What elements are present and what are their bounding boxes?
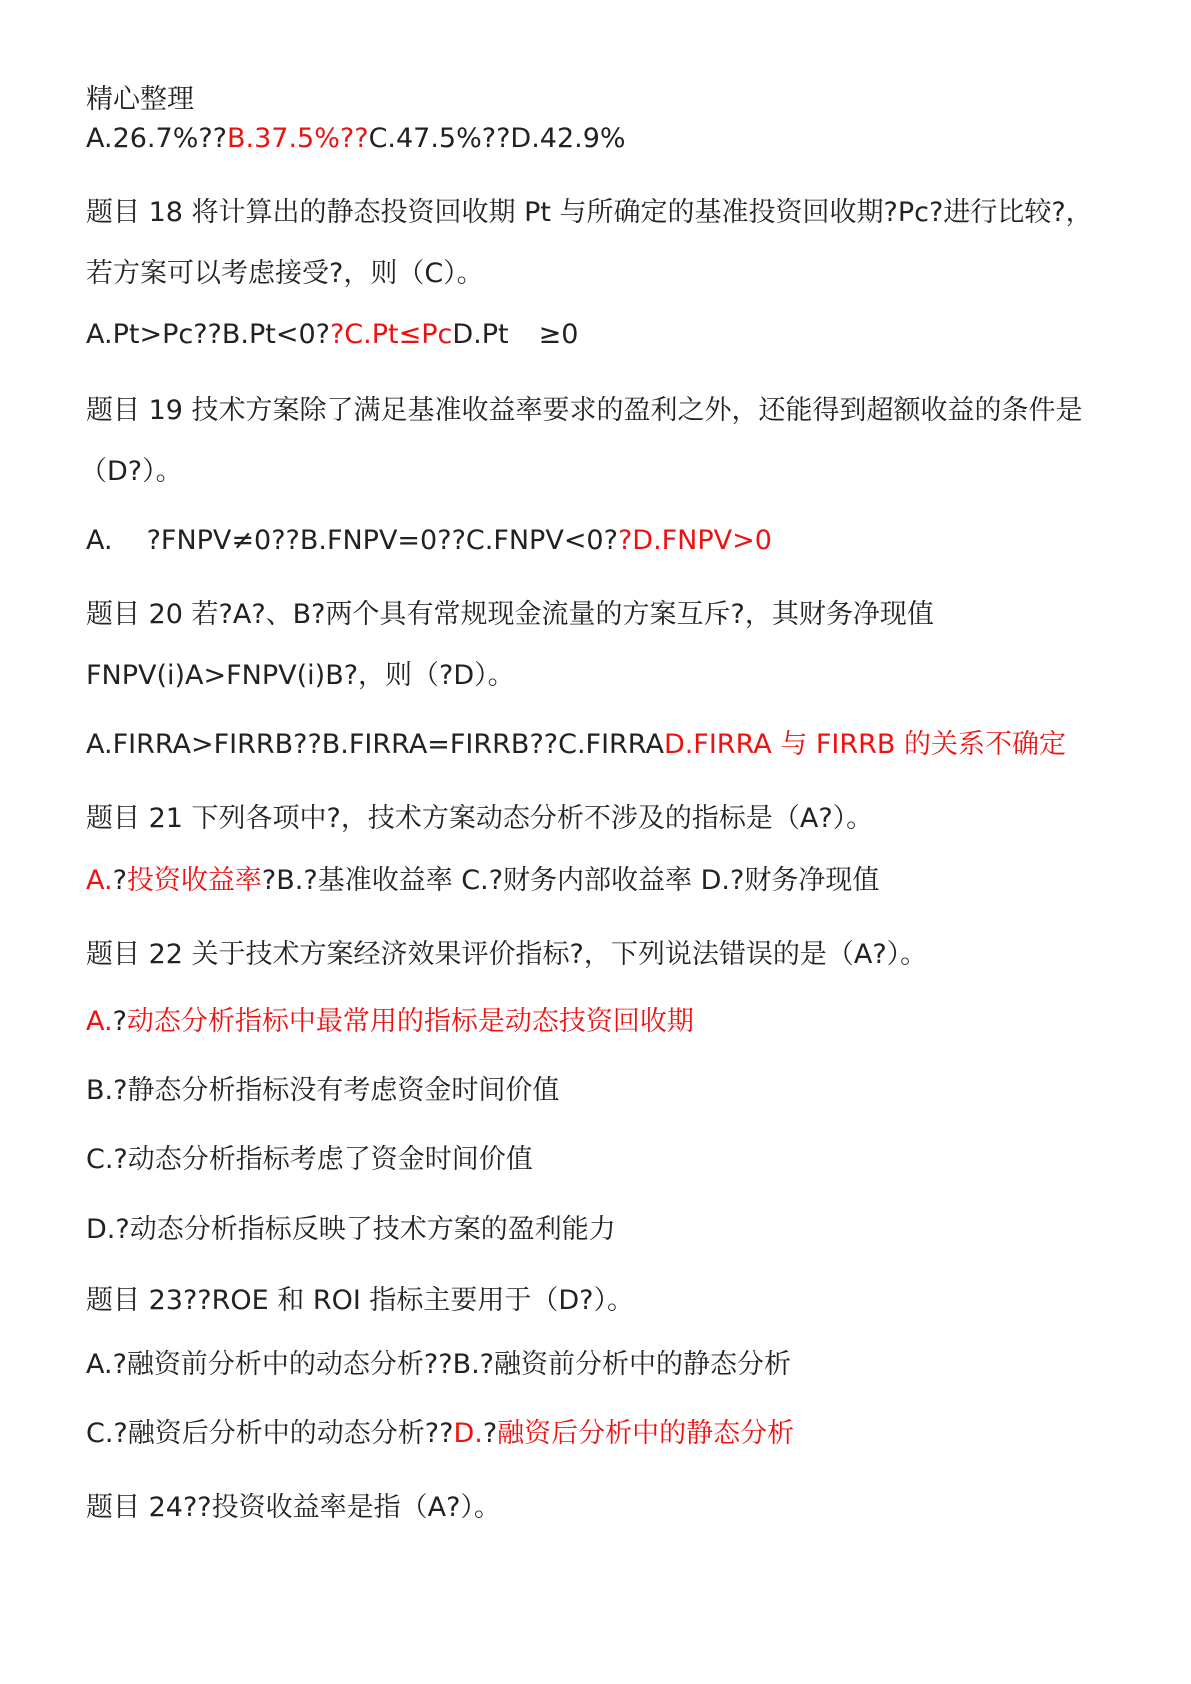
q22-option-a	[86, 1004, 694, 1040]
q20-option-abc: A.FIRRA>FIRRB??B.FIRRA=FIRRB??C.FIRRA	[86, 729, 664, 760]
q21-option-a-correct: 投资收益率	[126, 865, 262, 896]
q21-option-a-mark: ?	[112, 865, 127, 896]
q22-option-d: D.?动态分析指标反映了技术方案的盈利能力	[86, 1214, 616, 1245]
q17-option-a: A.26.7%??	[86, 123, 228, 154]
q23-option-d-correct: 融资后分析中的静态分析	[497, 1418, 795, 1449]
q18-stem-line1: 题目 18 将计算出的静态投资回收期 Pt 与所确定的基准投资回收期?Pc?进行比较?，	[86, 197, 1093, 228]
q23-options-ab: A.?融资前分析中的动态分析??B.?融资前分析中的静态分析	[86, 1349, 792, 1380]
q23-option-c: C.?融资后分析中的动态分析??	[86, 1418, 454, 1449]
q23-stem: 题目 23??ROE 和 ROI 指标主要用于（D?）。	[86, 1285, 635, 1316]
q19-option-d-correct: ?D.FNPV>0	[617, 525, 772, 556]
q18-option-d-value: ≥0	[538, 319, 579, 350]
q20-options	[86, 727, 1066, 763]
q18-option-ab: A.Pt>Pc??B.Pt<0?	[86, 319, 330, 350]
q24-stem: 题目 24??投资收益率是指（A?）。	[86, 1492, 501, 1523]
q19-options	[86, 523, 772, 559]
q21-option-a-label: A.	[86, 865, 113, 896]
q18-option-c-correct: ?C.Pt≤Pc	[329, 319, 453, 350]
q22-option-c: C.?动态分析指标考虑了资金时间价值	[86, 1144, 533, 1175]
q23-option-d-label: D.	[453, 1418, 483, 1449]
q21-options	[86, 863, 879, 899]
q20-stem-line2: FNPV(i)A>FNPV(i)B?，则（?D）。	[86, 660, 515, 691]
q18-options	[86, 317, 578, 353]
q17-options	[86, 121, 626, 157]
q20-option-d-correct: D.FIRRA 与 FIRRB 的关系不确定	[663, 729, 1066, 760]
page-title: 精心整理	[86, 84, 194, 115]
q21-option-bcd: ?B.?基准收益率 C.?财务内部收益率 D.?财务净现值	[261, 865, 880, 896]
q17-option-cd: C.47.5%??D.42.9%	[368, 123, 626, 154]
q19-option-a-label: A.	[86, 525, 113, 556]
q19-stem-line2: （D?）。	[80, 456, 183, 487]
q20-stem-line1: 题目 20 若?A?、B?两个具有常规现金流量的方案互斥?，其财务净现值	[86, 599, 934, 630]
q22-stem: 题目 22 关于技术方案经济效果评价指标?，下列说法错误的是（A?）。	[86, 939, 928, 970]
q23-option-d-mark: ?	[482, 1418, 498, 1449]
q22-option-a-mark: ?	[112, 1006, 127, 1037]
q19-option-abc: ?FNPV≠0??B.FNPV=0??C.FNPV<0?	[146, 525, 618, 556]
q22-option-a-label: A.	[86, 1006, 113, 1037]
q23-options-cd	[86, 1416, 794, 1452]
q18-option-d: D.Pt	[452, 319, 509, 350]
q22-option-b: B.?静态分析指标没有考虑资金时间价值	[86, 1075, 560, 1106]
q17-option-b-correct: B.37.5%??	[227, 123, 369, 154]
q22-option-a-correct: 动态分析指标中最常用的指标是动态技资回收期	[126, 1006, 694, 1037]
q21-stem: 题目 21 下列各项中?，技术方案动态分析不涉及的指标是（A?）。	[86, 803, 874, 834]
q19-stem-line1: 题目 19 技术方案除了满足基准收益率要求的盈利之外，还能得到超额收益的条件是	[86, 395, 1083, 426]
q18-stem-line2: 若方案可以考虑接受?，则（C）。	[86, 258, 484, 289]
